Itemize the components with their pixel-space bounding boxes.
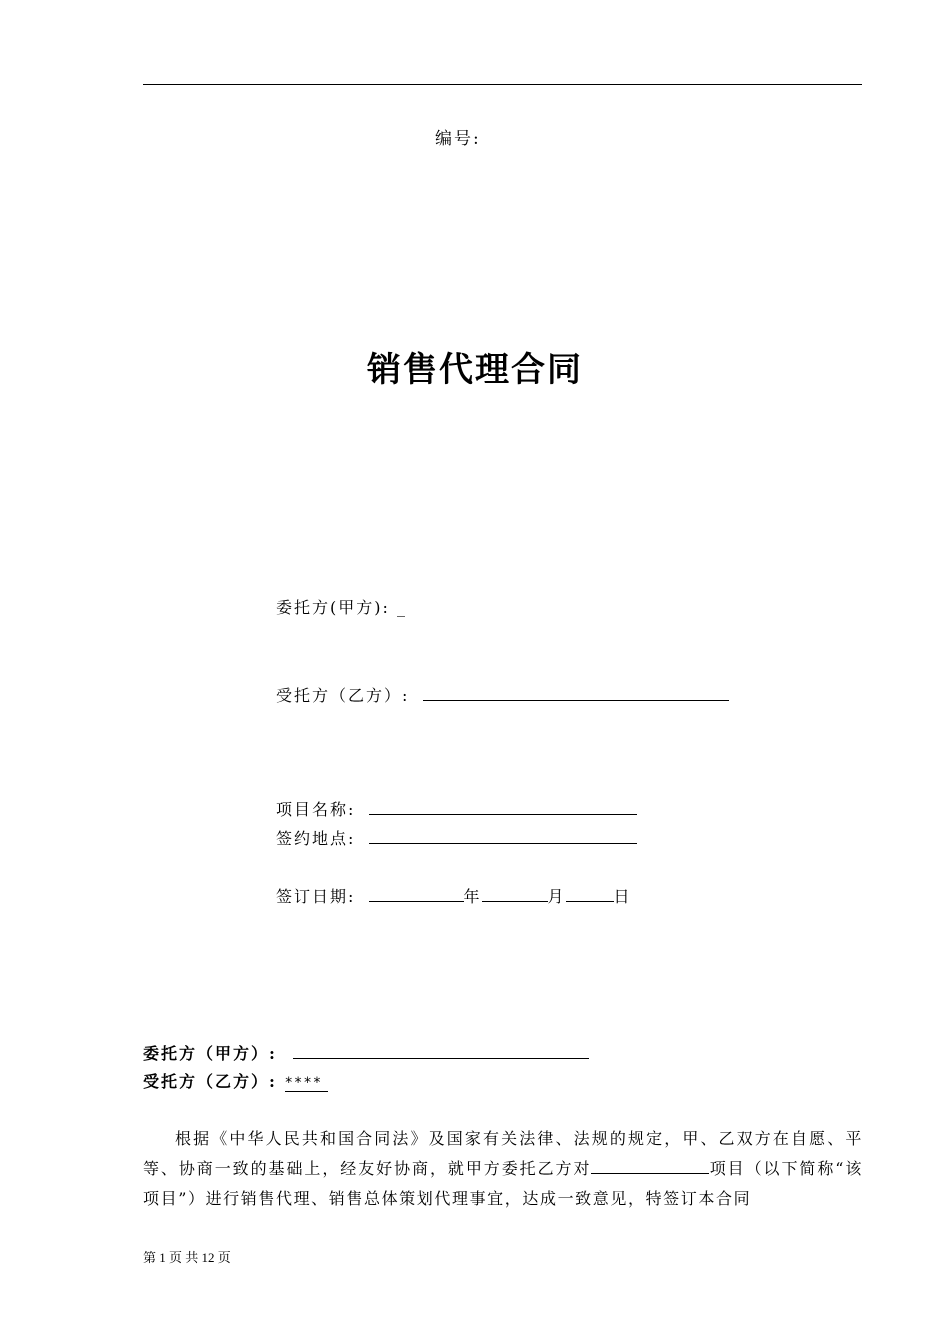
party-principal-blank: [293, 1042, 589, 1059]
project-name-blank: [369, 798, 637, 815]
party-agent-label: 受托方（乙方）:: [143, 1072, 277, 1091]
cover-agent-label: 受托方（乙方）:: [276, 686, 410, 705]
cover-principal-label: 委托方(甲方):: [276, 598, 390, 617]
month-blank: [482, 885, 548, 902]
cover-agent-field: [276, 684, 729, 707]
project-name-label: 项目名称:: [276, 800, 356, 819]
project-blank: [591, 1157, 709, 1174]
signing-location-label: 签约地点:: [276, 829, 356, 848]
preamble-text-part1: 根据《中华人民共和国合同法》及国家有关法律、法规的规定，甲、乙双方在自愿、平等、协商一致的基础上，经友好协商，就甲方委托乙方对: [143, 1129, 863, 1178]
preamble-text-part2: 项目（以下简称“该项目”）进行销售代理、销售总体策划代理事宜，达成一致意见，特签订本合同: [143, 1159, 863, 1208]
project-name-field: [276, 798, 637, 821]
cover-principal-field: [276, 597, 407, 619]
contract-title: 销售代理合同: [367, 350, 583, 390]
party-agent-line: [143, 1071, 328, 1094]
signing-date-field: [276, 885, 632, 908]
party-principal-line: [143, 1042, 589, 1065]
signing-date-label: 签订日期:: [276, 887, 356, 906]
year-label: 年: [463, 887, 482, 906]
serial-number-label: 编号:: [435, 129, 481, 149]
signing-location-field: [276, 827, 637, 850]
party-principal-label: 委托方（甲方）:: [143, 1044, 277, 1063]
party-agent-value: ****: [285, 1075, 329, 1092]
day-blank: [566, 885, 614, 902]
header-rule: [143, 84, 862, 85]
signing-location-blank: [369, 827, 637, 844]
cover-agent-blank: [423, 684, 729, 701]
page-footer: 第 1 页 共 12 页: [143, 1250, 231, 1265]
preamble-paragraph: [143, 1124, 863, 1214]
day-label: 日: [613, 887, 632, 906]
month-label: 月: [547, 887, 566, 906]
contract-preamble: [143, 1124, 863, 1214]
cover-principal-value: _: [396, 598, 407, 617]
year-blank: [369, 885, 464, 902]
